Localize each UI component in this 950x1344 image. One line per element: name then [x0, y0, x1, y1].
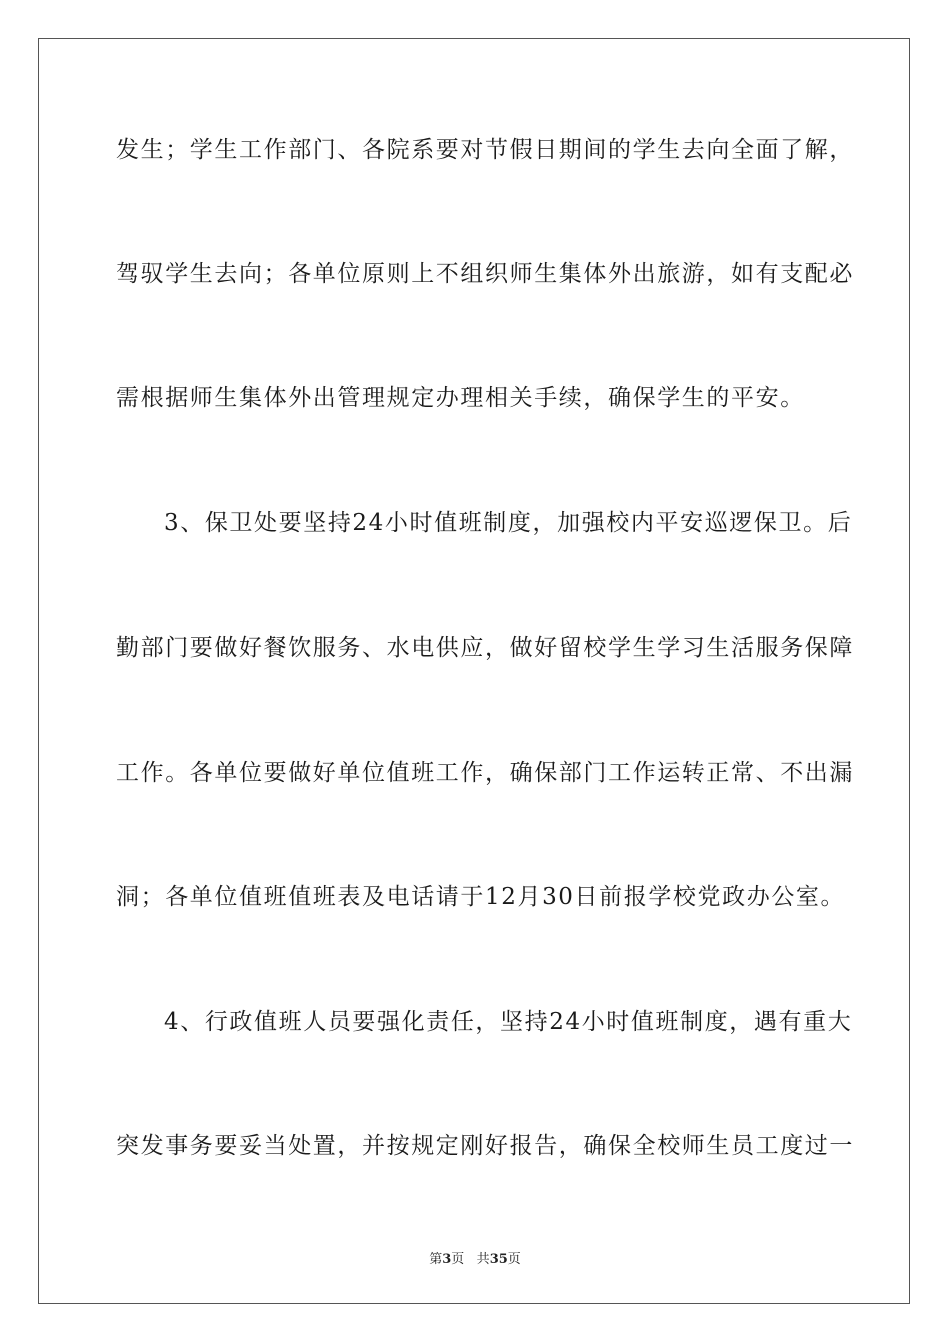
body-text-line: 勤部门要做好餐饮服务、水电供应，做好留校学生学习生活服务保障	[116, 635, 854, 661]
current-page-number: 3	[442, 1252, 452, 1267]
page-footer	[0, 1248, 950, 1267]
body-text-line: 驾驭学生去向；各单位原则上不组织师生集体外出旅游，如有支配必	[116, 261, 854, 287]
body-text-line: 需根据师生集体外出管理规定办理相关手续，确保学生的平安。	[116, 385, 805, 411]
footer-prefix: 第	[429, 1252, 443, 1267]
body-text-line: 突发事务要妥当处置，并按规定刚好报告，确保全校师生员工度过一	[116, 1133, 854, 1159]
page-border	[38, 38, 910, 1304]
body-text-line: 洞；各单位值班值班表及电话请于12月30日前报学校党政办公室。	[116, 884, 846, 910]
body-text-line: 4、行政值班人员要强化责任，坚持24小时值班制度，遇有重大	[164, 1009, 853, 1035]
footer-page-unit: 页	[451, 1252, 465, 1267]
body-text-line: 3、保卫处要坚持24小时值班制度，加强校内平安巡逻保卫。后	[164, 510, 853, 536]
body-text-line: 工作。各单位要做好单位值班工作，确保部门工作运转正常、不出漏	[116, 760, 854, 786]
total-page-number: 35	[489, 1252, 508, 1267]
footer-total-prefix: 共	[476, 1252, 490, 1267]
body-text-line: 发生；学生工作部门、各院系要对节假日期间的学生去向全面了解，	[116, 137, 854, 163]
footer-total-unit: 页	[507, 1252, 521, 1267]
